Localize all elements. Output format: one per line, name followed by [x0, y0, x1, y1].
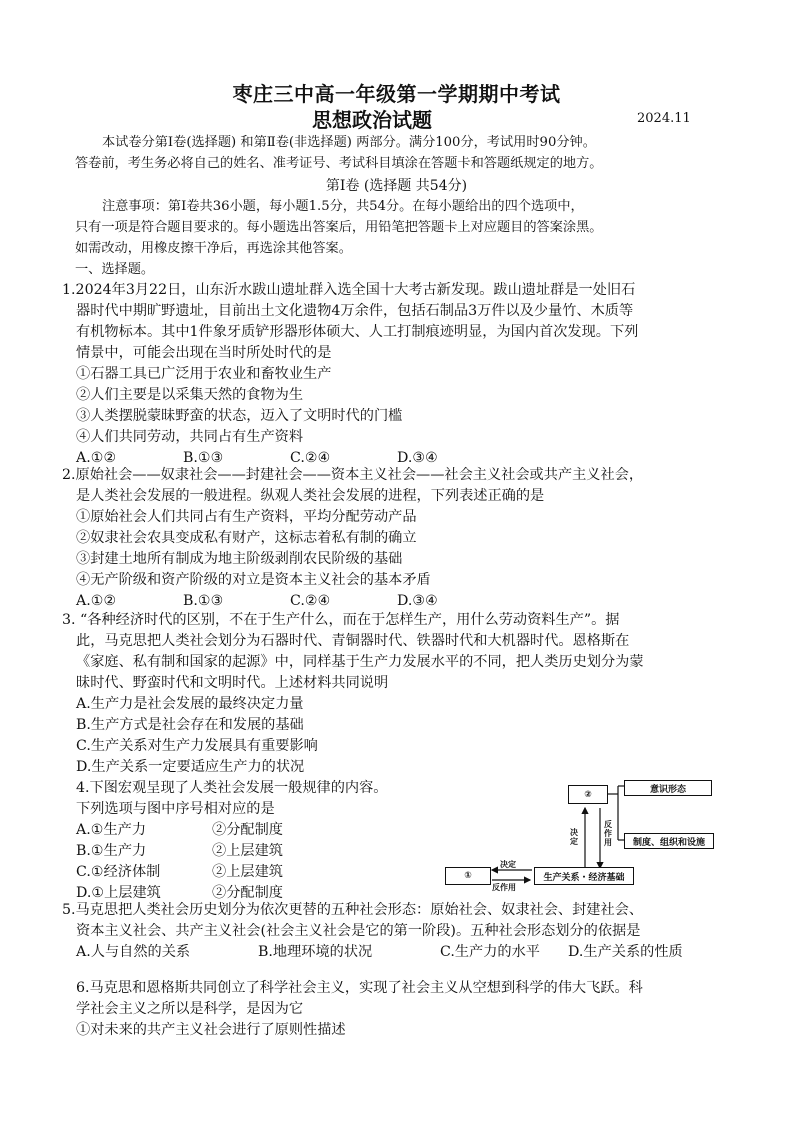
exam-title: 枣庄三中高一年级第一学期期中考试 — [232, 82, 561, 106]
box-institutions: 制度、组织和设施 — [624, 833, 714, 849]
q1-option-a[interactable]: A.①② — [76, 450, 117, 466]
q5-line: 5.马克思把人类社会历史划分为依次更替的五种社会形态：原始社会、奴隶社会、封建社会、 — [62, 902, 644, 918]
q4-option-c-first: C.①经济体制 — [76, 864, 161, 880]
q1-line: 1.2024年3月22日，山东沂水跋山遗址群入选全国十大考古新发现。跋山遗址群是一处旧石 — [62, 282, 636, 298]
question-3 — [62, 610, 762, 778]
q4-option-b-second: ②上层建筑 — [212, 843, 283, 859]
notes-line-1: 注意事项：第Ⅰ卷共36小题，每小题1.5分，共54分。在每小题给出的四个选项中， — [102, 199, 584, 214]
q3-line: 昧时代、野蛮时代和文明时代。上述材料共同说明 — [76, 675, 389, 691]
q3-option-a[interactable]: A.生产力是社会发展的最终决定力量 — [76, 696, 304, 712]
q3-option-b[interactable]: B.生产方式是社会存在和发展的基础 — [76, 717, 304, 733]
q5-line: 资本主义社会、共产主义社会(社会主义社会是它的第一阶段)。五种社会形态划分的依据是 — [76, 923, 641, 939]
q3-line: 此，马克思把人类社会划分为石器时代、青铜器时代、铁器时代和大机器时代。恩格斯在 — [76, 633, 630, 649]
q6-item: ①对未来的共产主义社会进行了原则性描述 — [76, 1022, 346, 1038]
q1-line: 器时代中期旷野遗址，目前出土文化遗物4万余件，包括石制品3万件以及少量竹、木质等 — [76, 303, 634, 319]
box-productive-forces: ① — [445, 867, 491, 885]
label-react-horizontal: 反作用 — [492, 883, 516, 892]
intro-paragraph — [75, 132, 755, 153]
exam-date: 2024.11 — [637, 111, 691, 126]
q2-item: ①原始社会人们共同占有生产资料，平均分配劳动产品 — [76, 509, 417, 525]
box-ideology: 意识形态 — [624, 780, 712, 796]
q2-item: ②奴隶社会农具变成私有财产，这标志着私有制的确立 — [76, 530, 417, 546]
q4-option-b[interactable] — [62, 841, 442, 862]
q4-line-2: 下列选项与图中序号相对应的是 — [76, 801, 275, 817]
q4-line-1: 4.下图宏观呈现了人类社会发展一般规律的内容。 — [76, 780, 388, 796]
q4-option-c[interactable] — [62, 862, 442, 883]
q3-option-c[interactable]: C.生产关系对生产力发展具有重要影响 — [76, 738, 318, 754]
q3-line: 3. “各种经济时代的区别，不在于生产什么，而在于怎样生产，用什么劳动资料生产”。据 — [62, 612, 620, 628]
q6-line: 6.马克思和恩格斯共同创立了科学社会主义，实现了社会主义从空想到科学的伟大飞跃。科 — [76, 980, 643, 996]
label-decide-horizontal: 决定 — [500, 860, 516, 869]
q1-item: ④人们共同劳动，共同占有生产资料 — [76, 429, 304, 445]
q5-option-a[interactable]: A.人与自然的关系 — [76, 944, 191, 960]
q2-option-b[interactable]: B.①③ — [183, 593, 224, 609]
part-label: 一、选择题。 — [75, 262, 155, 277]
box-economic-base: 生产关系・经济基础 — [534, 867, 634, 885]
intro-line-1: 本试卷分第Ⅰ卷(选择题) 和第Ⅱ卷(非选择题) 两部分。满分100分，考试用时90分钟。 — [102, 135, 596, 150]
intro-paragraph-cont — [75, 153, 755, 174]
q2-option-a[interactable]: A.①② — [76, 593, 117, 609]
q6-line: 学社会主义之所以是科学，是因为它 — [76, 1001, 304, 1017]
intro-line-2: 答卷前，考生务必将自己的姓名、准考证号、考试科目填涂在答题卡和答题纸规定的地方。 — [75, 156, 603, 171]
exam-subtitle: 思想政治试题 — [312, 108, 432, 132]
q4-option-d-first: D.①上层建筑 — [76, 885, 161, 901]
q1-item: ②人们主要是以采集天然的食物为生 — [76, 387, 304, 403]
q4-option-c-second: ②上层建筑 — [212, 864, 283, 880]
question-5 — [62, 900, 762, 963]
notes-line-3: 如需改动，用橡皮擦干净后，再选涂其他答案。 — [75, 241, 352, 256]
notes-line-2: 只有一项是符合题目要求的。每小题选出答案后，用铅笔把答题卡上对应题目的答案涂黑。 — [75, 220, 603, 235]
q2-options — [62, 591, 762, 612]
q1-item: ③人类摆脱蒙昧野蛮的状态，迈入了文明时代的门槛 — [76, 408, 403, 424]
q2-option-d[interactable]: D.③④ — [397, 593, 438, 609]
q5-options — [62, 942, 762, 963]
q2-option-c[interactable]: C.②④ — [290, 593, 331, 609]
q2-item: ③封建土地所有制成为地主阶级剥削农民阶级的基础 — [76, 551, 403, 567]
q4-option-a[interactable] — [62, 820, 442, 841]
q1-line: 情景中，可能会出现在当时所处时代的是 — [76, 345, 332, 361]
q1-line: 有机物标本。其中1件象牙质铲形器形体硕大、人工打制痕迹明显，为国内首次发现。下列 — [76, 324, 639, 340]
section-title: 第Ⅰ卷 (选择题 共54分) — [325, 178, 468, 194]
question-2 — [62, 465, 762, 612]
q5-option-c[interactable]: C.生产力的水平 — [440, 944, 540, 960]
q2-line: 是人类社会发展的一般进程。纵观人类社会发展的进程，下列表述正确的是 — [76, 488, 545, 504]
question-4 — [62, 778, 442, 904]
q1-option-d[interactable]: D.③④ — [397, 450, 438, 466]
q4-option-a-first: A.①生产力 — [76, 822, 147, 838]
q1-option-b[interactable]: B.①③ — [183, 450, 224, 466]
q2-item: ④无产阶级和资产阶级的对立是资本主义社会的基本矛盾 — [76, 572, 431, 588]
notes-block — [75, 196, 755, 259]
box-superstructure: ② — [568, 785, 608, 804]
q3-line: 《家庭、私有制和国家的起源》中，同样基于生产力发展水平的不同，把人类历史划分为蒙 — [76, 654, 644, 670]
q4-option-d-second: ②分配制度 — [212, 885, 283, 901]
q5-option-b[interactable]: B.地理环境的状况 — [258, 944, 373, 960]
q2-line: 2.原始社会——奴隶社会——封建社会——资本主义社会——社会主义社会或共产主义社会， — [62, 467, 644, 483]
label-decide-vertical: 决定 — [570, 828, 578, 846]
q1-option-c[interactable]: C.②④ — [290, 450, 331, 466]
q3-option-d[interactable]: D.生产关系一定要适应生产力的状况 — [76, 759, 305, 775]
q5-option-d[interactable]: D.生产关系的性质 — [568, 944, 683, 960]
label-react-vertical: 反作用 — [604, 820, 612, 847]
question-6 — [62, 978, 762, 1041]
question-1 — [62, 280, 762, 469]
q1-item: ①石器工具已广泛用于农业和畜牧业生产 — [76, 366, 332, 382]
q4-option-b-first: B.①生产力 — [76, 843, 147, 859]
society-structure-diagram — [440, 780, 715, 892]
q4-option-a-second: ②分配制度 — [212, 822, 283, 838]
